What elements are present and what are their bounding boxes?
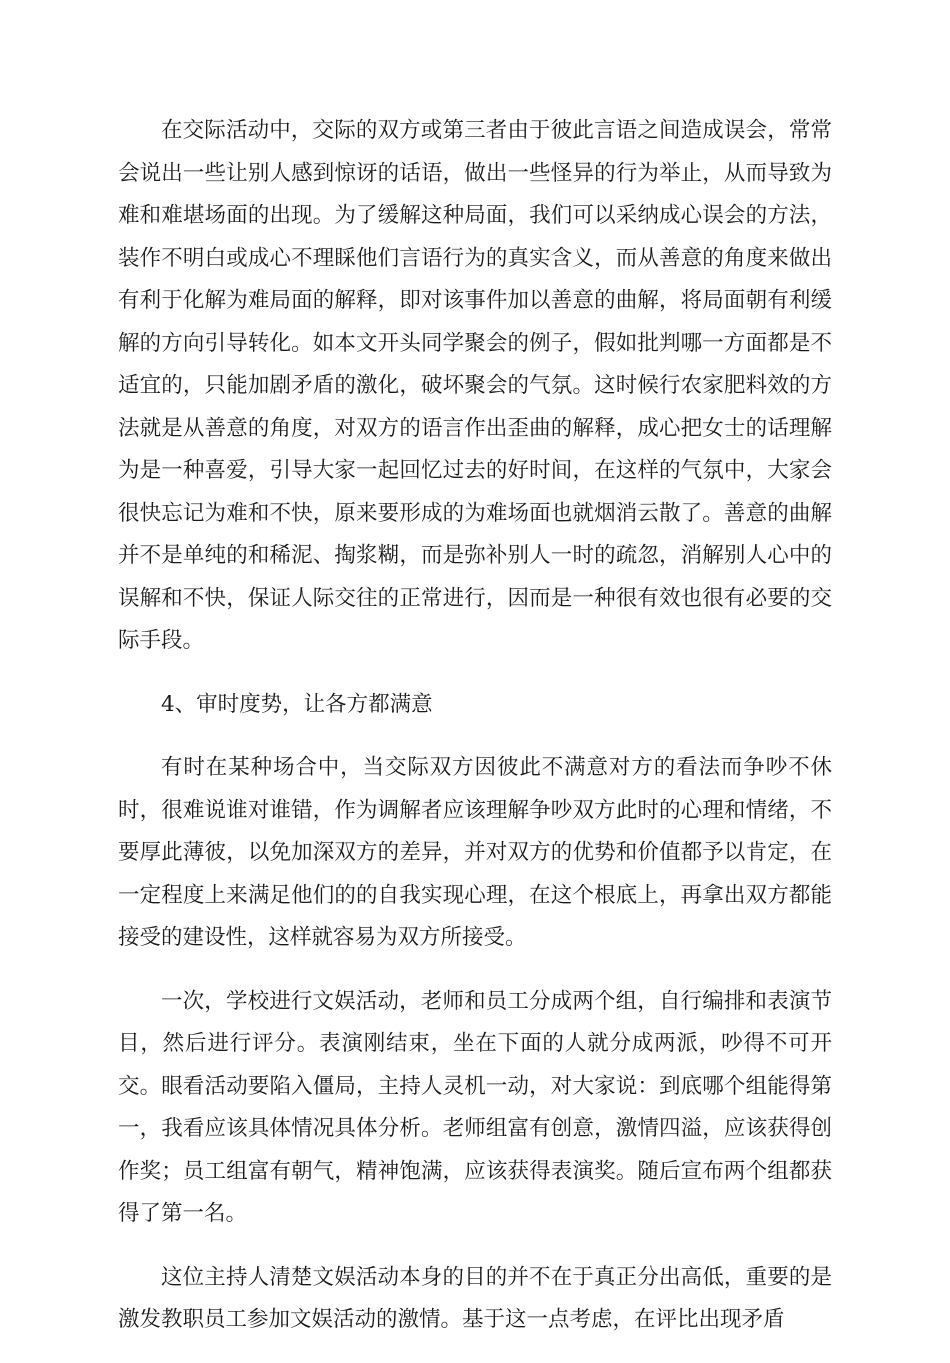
paragraph-example: 一次，学校进行文娱活动，老师和员工分成两个组，自行编排和表演节目，然后进行评分。表演刚结束，坐在下面的人就分成两派，吵得不可开交。眼看活动要陷入僵局，主持人灵机一动，对大家说：到底哪个组能得第一，我看应该具体情况具体分析。老师组富有创意，激情四溢，应该获得创作奖；员工组富有朝气，精神饱满，应该获得表演奖。随后宣布两个组都获得了第一名。 — [118, 988, 832, 1226]
paragraph-mediation: 有时在某种场合中，当交际双方因彼此不满意对方的看法而争吵不休时，很难说谁对谁错，作为调解者应该理解争吵双方此时的心理和情绪，不要厚此薄彼，以免加深双方的差异，并对双方的优势和价值都予以肯定，在一定程度上来满足他们的的自我实现心理，在这个根底上，再拿出双方都能接受的建设性，这样就容易为双方所接受。 — [118, 755, 832, 950]
paragraph-host: 这位主持人清楚文娱活动本身的目的并不在于真正分出高低，重要的是激发教职员工参加文娱活动的激情。基于这一点考虑，在评比出现矛盾 — [118, 1264, 832, 1332]
section-heading: 4、审时度势，让各方都满意 — [161, 691, 433, 717]
paragraph-misunderstanding: 在交际活动中，交际的双方或第三者由于彼此言语之间造成误会，常常会说出一些让别人感到惊讶的话语，做出一些怪异的行为举止，从而导致为难和难堪场面的出现。为了缓解这种局面，我们可以采纳成心误会的方法，装作不明白或成心不理睬他们言语行为的真实含义，而从善意的角度来做出有利于化解为难局面的解释，即对该事件加以善意的曲解，将局面朝有利缓解的方向引导转化。如本文开头同学聚会的例子，假如批判哪一方面都是不适宜的，只能加剧矛盾的激化，破坏聚会的气氛。这时候行农家肥料效的方法就是从善意的角度，对双方的语言作出歪曲的解释，成心把女士的话理解为是一种喜爱，引导大家一起回忆过去的好时间，在这样的气氛中，大家会很快忘记为难和不快，原来要形成的为难场面也就烟消云散了。善意的曲解并不是单纯的和稀泥、掏浆糊，而是弥补别人一时的疏忽，消解别人心中的误解和不快，保证人际交往的正常进行，因而是一种很有效也很有必要的交际手段。 — [118, 118, 832, 653]
document-page — [118, 110, 832, 1363]
